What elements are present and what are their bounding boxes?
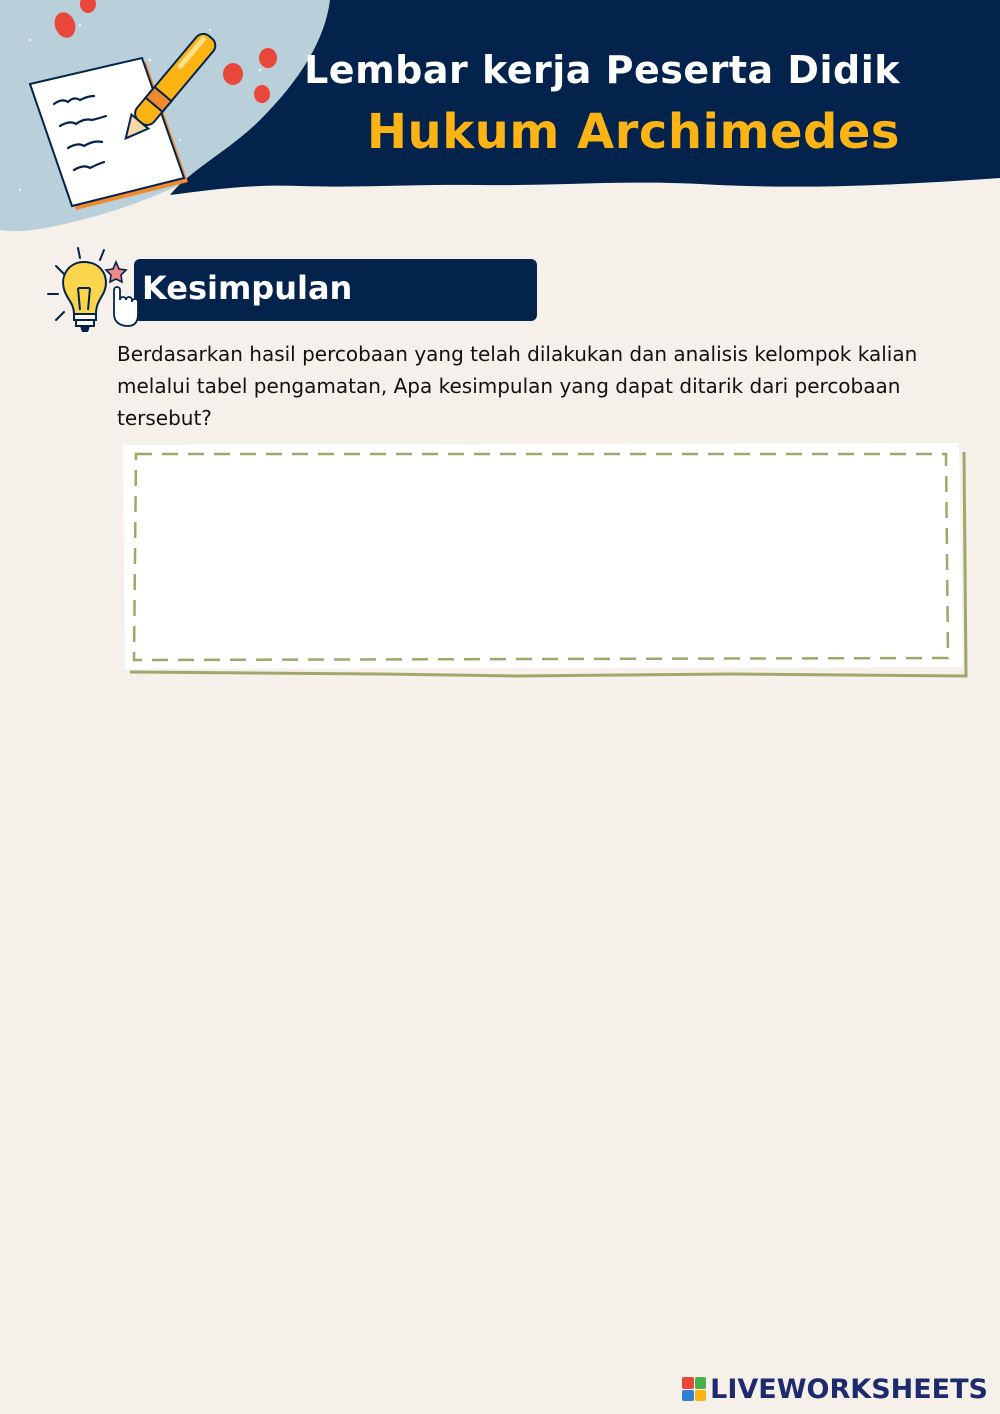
section-title: Kesimpulan bbox=[142, 269, 353, 307]
worksheet-title: Hukum Archimedes bbox=[366, 104, 900, 160]
answer-input[interactable] bbox=[140, 458, 944, 662]
liveworksheets-logo-icon bbox=[682, 1377, 706, 1401]
lightbulb-star-icon bbox=[44, 244, 140, 336]
question-text: Berdasarkan hasil percobaan yang telah dilakukan dan analisis kelompok kalian melalui tabel pengamatan, Apa kesimpulan yang dapat ditarik dari percobaan tersebut? bbox=[117, 342, 918, 430]
notebook-pen-icon bbox=[28, 24, 218, 214]
worksheet-subtitle: Lembar kerja Peserta Didik bbox=[304, 48, 900, 92]
liveworksheets-logo bbox=[682, 1372, 988, 1406]
brand-name: LIVEWORKSHEETS bbox=[710, 1373, 988, 1405]
section-header bbox=[134, 259, 537, 321]
answer-box bbox=[118, 440, 970, 685]
